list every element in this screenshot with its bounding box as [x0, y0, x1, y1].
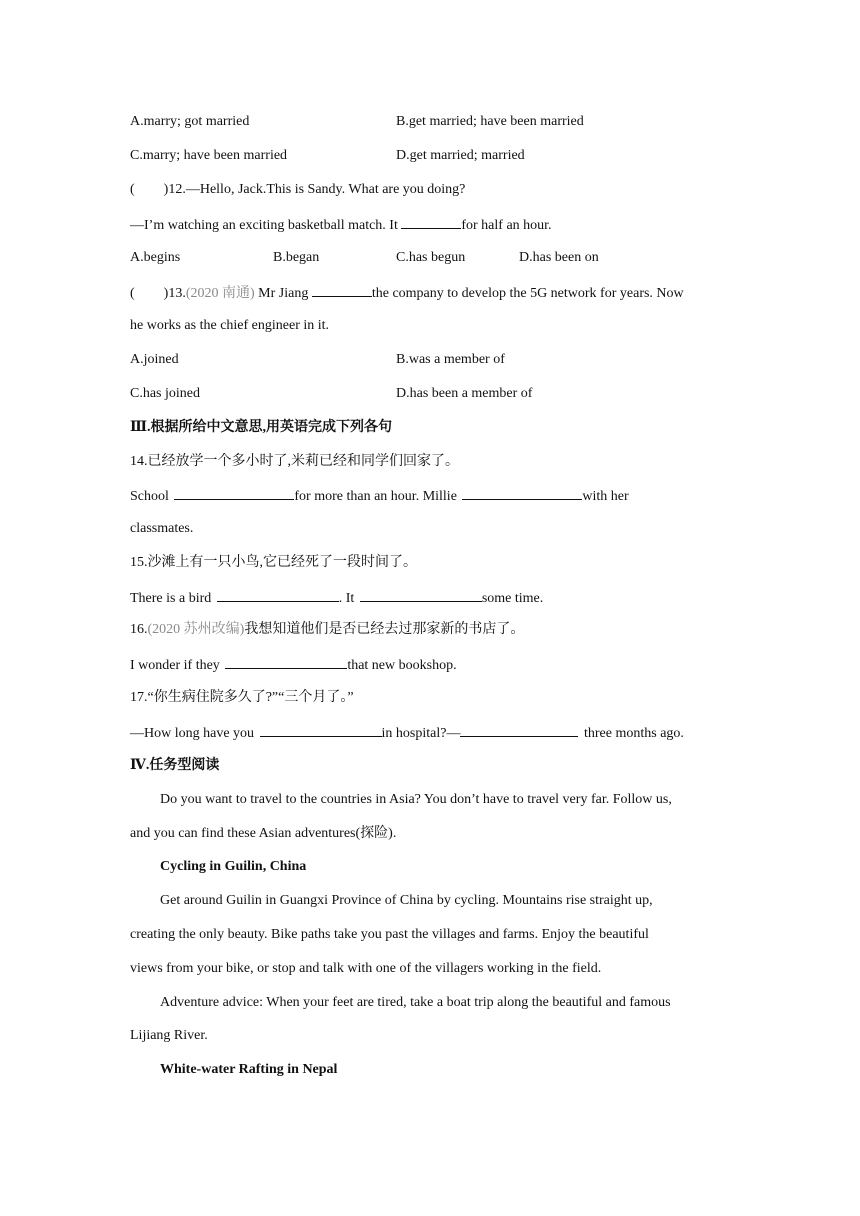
q17-blank-1[interactable]: [260, 723, 382, 737]
section-3-title: Ⅲ.根据所给中文意思,用英语完成下列各句: [130, 420, 393, 435]
reading-p2-line-1: Get around Guilin in Guangxi Province of China by cycling. Mountains rise straight up,: [160, 893, 653, 908]
q15-english: [130, 588, 543, 608]
q12-option-b: B.began: [273, 250, 320, 265]
q17-chinese: 17.“你生病住院多久了?”“三个月了。”: [130, 690, 354, 705]
q13-blank[interactable]: [312, 283, 372, 297]
q13-stem: [130, 283, 684, 303]
q16-blank[interactable]: [225, 655, 347, 669]
q14-part-b: for more than an hour. Millie: [294, 489, 457, 504]
q14-part-c: with her: [582, 489, 629, 504]
q13-option-c: C.has joined: [130, 386, 200, 401]
q13-option-d: D.has been a member of: [396, 386, 533, 401]
q17-part-b: in hospital?—: [381, 726, 461, 741]
reading-heading-nepal: White-water Rafting in Nepal: [160, 1062, 338, 1077]
q16-chinese-text: 我想知道他们是否已经去过那家新的书店了。: [244, 622, 525, 637]
reading-p2-line-2: creating the only beauty. Bike paths take you past the villages and farms. Enjoy the beautiful: [130, 927, 649, 942]
q13-post: the company to develop the 5G network for years. Now: [371, 286, 684, 301]
reading-p1-line-1: Do you want to travel to the countries in Asia? You don’t have to travel very far. Follow us,: [160, 792, 672, 807]
q15-chinese: 15.沙滩上有一只小鸟,它已经死了一段时间了。: [130, 555, 417, 570]
q13-answer-paren-open: (: [130, 286, 135, 301]
section-4-title: Ⅳ.任务型阅读: [130, 758, 220, 773]
q15-blank-1[interactable]: [217, 588, 339, 602]
q13-number: 13.: [168, 286, 186, 301]
q12-line2-pre: —I’m watching an exciting basketball match. It: [130, 218, 398, 233]
q13-line-2: he works as the chief engineer in it.: [130, 318, 330, 333]
q17-english: [130, 723, 684, 743]
q13-source: (2020 南通): [185, 286, 255, 301]
q12-option-a: A.begins: [130, 250, 181, 265]
q16-part-a: I wonder if they: [130, 658, 220, 673]
reading-heading-guilin: Cycling in Guilin, China: [160, 859, 307, 874]
q15-part-a: There is a bird: [130, 591, 212, 606]
q17-blank-2[interactable]: [460, 723, 578, 737]
q16-number: 16.: [130, 622, 148, 637]
q12-blank[interactable]: [401, 215, 461, 229]
q11-option-a: A.marry; got married: [130, 114, 250, 129]
q14-english-line-2: classmates.: [130, 521, 194, 536]
q12-answer-paren-open: (: [130, 182, 135, 197]
q13-option-b: B.was a member of: [396, 352, 505, 367]
q12-stem: [130, 181, 465, 199]
q17-part-a: —How long have you: [130, 726, 255, 741]
reading-p1-line-2: and you can find these Asian adventures(探险).: [130, 826, 397, 841]
q12-answer-paren-close: ): [163, 182, 169, 197]
q16-source: (2020 苏州改编): [147, 622, 245, 637]
q16-chinese: [130, 621, 524, 639]
q11-option-c: C.marry; have been married: [130, 148, 288, 163]
q12-line-2: [130, 215, 552, 235]
q11-options-row-1: [130, 113, 249, 131]
q13-pre: Mr Jiang: [258, 286, 309, 301]
q16-part-b: that new bookshop.: [347, 658, 457, 673]
q15-part-c: some time.: [481, 591, 544, 606]
q14-blank-1[interactable]: [174, 486, 294, 500]
q16-english: [130, 655, 457, 675]
q12-question-text: 12.—Hello, Jack.This is Sandy. What are you doing?: [168, 182, 466, 197]
q12-option-d: D.has been on: [519, 250, 599, 265]
reading-p2-line-3: views from your bike, or stop and talk with one of the villagers working in the field.: [130, 961, 602, 976]
q11-option-d: D.get married; married: [396, 148, 525, 163]
q15-part-b: . It: [338, 591, 355, 606]
q13-answer-paren-close: ): [163, 286, 169, 301]
reading-p3-line-2: Lijiang River.: [130, 1028, 208, 1043]
q17-part-c: three months ago.: [583, 726, 684, 741]
q14-chinese: 14.已经放学一个多小时了,米莉已经和同学们回家了。: [130, 454, 459, 469]
q14-part-a: School: [130, 489, 169, 504]
q14-english: [130, 486, 629, 506]
q15-blank-2[interactable]: [360, 588, 482, 602]
reading-p3-line-1: Adventure advice: When your feet are tired, take a boat trip along the beautiful and famous: [160, 995, 671, 1010]
q12-option-c: C.has begun: [396, 250, 466, 265]
q11-option-b: B.get married; have been married: [396, 114, 584, 129]
q14-blank-2[interactable]: [462, 486, 582, 500]
q12-line2-post: for half an hour.: [461, 218, 552, 233]
q13-option-a: A.joined: [130, 352, 179, 367]
